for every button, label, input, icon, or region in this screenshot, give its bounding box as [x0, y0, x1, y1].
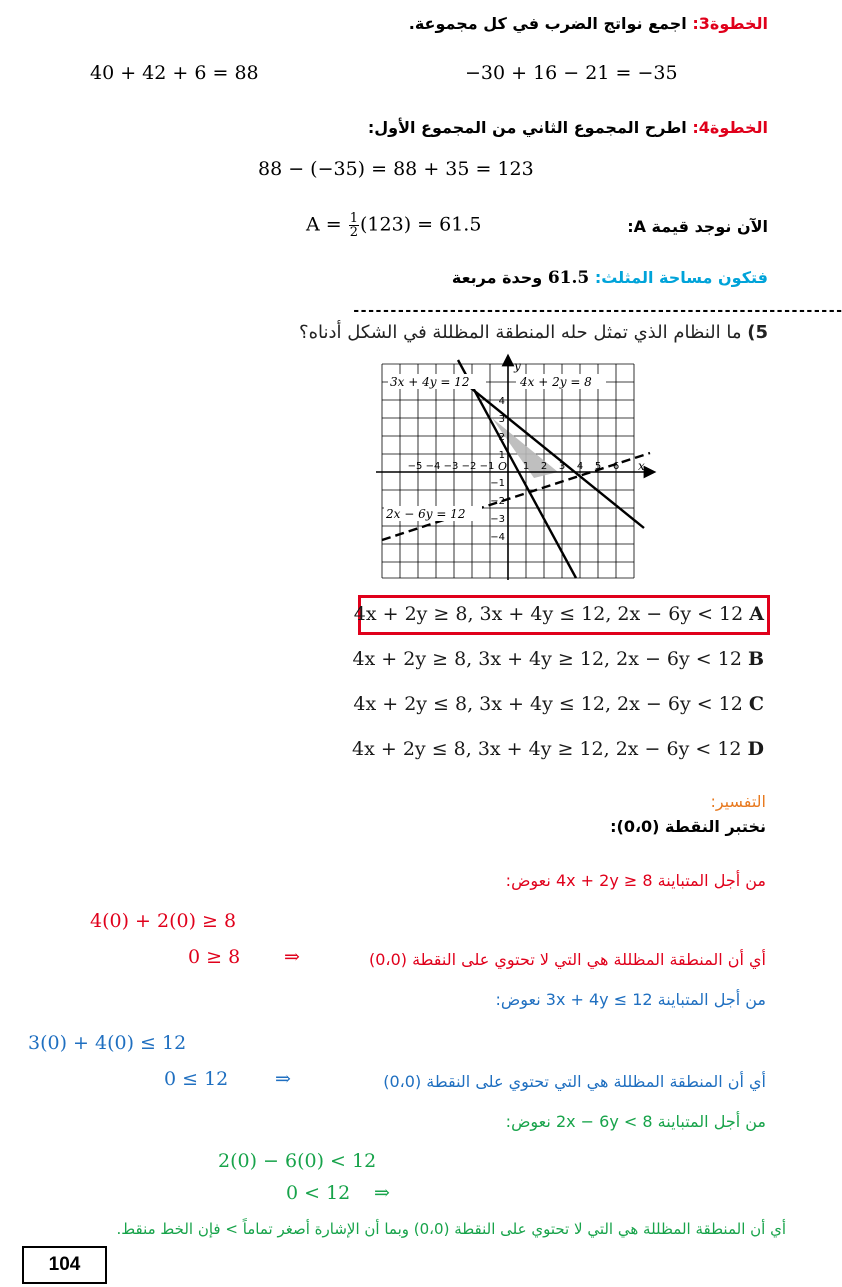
x-tick: 2: [540, 461, 548, 472]
label-2x-6y-12: 2x − 6y = 12: [386, 507, 466, 521]
ineq2-intro: من أجل المتباينة 3x + 4y ≤ 12 نعوض:: [495, 990, 766, 1009]
ineq2-result: 0 ≤ 12: [164, 1068, 229, 1090]
label-4x-2y-8: 4x + 2y = 8: [520, 375, 592, 389]
x-axis-label: x: [638, 459, 645, 473]
test-point-line: نختبر النقطة (0،0):: [610, 817, 766, 836]
step3-eq-right: −30 + 16 − 21 = −35: [465, 62, 678, 84]
option-b[interactable]: [352, 648, 764, 670]
area-eq-suffix: (123) = 61.5: [360, 213, 482, 236]
inequality-graph: [376, 358, 656, 584]
step4-eq: 88 − (−35) = 88 + 35 = 123: [258, 158, 534, 180]
ineq1-substitution: 4(0) + 2(0) ≥ 8: [90, 910, 237, 932]
step3-label: الخطوة3:: [692, 14, 768, 33]
x-tick: 6: [612, 461, 620, 472]
option-a-letter: A: [749, 603, 764, 625]
fraction-denominator: 2: [349, 225, 359, 240]
step3-heading: [409, 14, 768, 33]
question-text: ما النظام الذي تمثل حله المنطقة المظللة في الشكل أدناه؟: [299, 322, 742, 343]
area-eq-prefix: A =: [306, 213, 348, 236]
ineq3-substitution: 2(0) − 6(0) < 12: [218, 1150, 377, 1172]
y-tick: −4: [490, 532, 505, 543]
ineq1-result: 0 ≥ 8: [188, 946, 241, 968]
x-tick: 4: [576, 461, 584, 472]
ineq2-substitution: 3(0) + 4(0) ≤ 12: [28, 1032, 187, 1054]
y-tick: 3: [498, 414, 505, 425]
x-tick: −4: [425, 461, 441, 472]
area-eq: [306, 212, 481, 239]
x-tick: −5: [407, 461, 423, 472]
x-tick: 5: [594, 461, 602, 472]
y-tick: −1: [490, 478, 505, 489]
x-tick: 3: [558, 461, 566, 472]
option-a[interactable]: [354, 603, 764, 625]
step4-label: الخطوة4:: [692, 118, 768, 137]
option-c-letter: C: [748, 693, 764, 715]
question: [299, 322, 768, 343]
arrow-icon: ⇒: [284, 946, 300, 968]
fraction-numerator: 1: [349, 211, 359, 226]
ineq3-conclusion: أي أن المنطقة المظللة هي التي لا تحتوي على النقطة (0،0) وبما أن الإشارة أصغر تماماً > فإن الخط منقط.: [116, 1220, 786, 1238]
option-d[interactable]: [352, 738, 764, 760]
x-tick: −3: [443, 461, 459, 472]
area-fraction: [349, 212, 359, 239]
option-c[interactable]: [353, 693, 764, 715]
y-tick: 4: [498, 396, 505, 407]
ineq1-intro: من أجل المتباينة 4x + 2y ≥ 8 نعوض:: [505, 871, 766, 890]
area-unit: وحدة مربعة: [451, 268, 543, 287]
area-label: الآن نوجد قيمة A:: [627, 217, 768, 236]
arrow-icon: ⇒: [275, 1068, 291, 1090]
x-tick: 1: [522, 461, 530, 472]
origin-label: O: [498, 460, 508, 473]
ineq2-conclusion: أي أن المنطقة المظللة هي التي تحتوي على النقطة (0،0): [383, 1072, 766, 1091]
step3-eq-left: 40 + 42 + 6 = 88: [90, 62, 259, 84]
ineq3-intro: من أجل المتباينة 2x − 6y < 8 نعوض:: [505, 1112, 766, 1131]
ineq3-result: 0 < 12: [286, 1182, 351, 1204]
separator-line: ------------------------------------------------------------------: [352, 303, 842, 319]
x-tick: −1: [479, 461, 495, 472]
y-axis-label: y: [514, 359, 521, 373]
ineq1-conclusion: أي أن المنطقة المظللة هي التي لا تحتوي على النقطة (0،0): [368, 950, 766, 969]
option-b-text: 4x + 2y ≥ 8, 3x + 4y ≥ 12, 2x − 6y < 12: [352, 648, 742, 670]
option-c-text: 4x + 2y ≤ 8, 3x + 4y ≤ 12, 2x − 6y < 12: [353, 693, 743, 715]
question-number: 5): [747, 322, 768, 343]
y-tick: 2: [498, 432, 505, 443]
x-tick: −2: [461, 461, 477, 472]
y-tick: −3: [490, 514, 505, 525]
label-3x-4y-12: 3x + 4y = 12: [390, 375, 470, 389]
step4-text: اطرح المجموع الثاني من المجموع الأول:: [367, 118, 693, 137]
y-tick: −2: [490, 496, 505, 507]
step3-text: اجمع نواتج الضرب في كل مجموعة.: [408, 14, 693, 33]
option-b-letter: B: [747, 648, 764, 670]
option-d-letter: D: [747, 738, 764, 760]
area-value: 61.5: [547, 268, 590, 288]
y-tick: 1: [498, 450, 505, 461]
option-a-text: 4x + 2y ≥ 8, 3x + 4y ≤ 12, 2x − 6y < 12: [353, 603, 744, 625]
page-number: 104: [22, 1246, 107, 1284]
explanation-heading: التفسير:: [710, 792, 766, 811]
conclusion-prefix: فتكون مساحة المثلث:: [594, 268, 768, 287]
conclusion-line: [452, 268, 768, 288]
option-d-text: 4x + 2y ≤ 8, 3x + 4y ≥ 12, 2x − 6y < 12: [352, 738, 742, 760]
arrow-icon: ⇒: [374, 1182, 390, 1204]
step4-heading: [368, 118, 768, 137]
